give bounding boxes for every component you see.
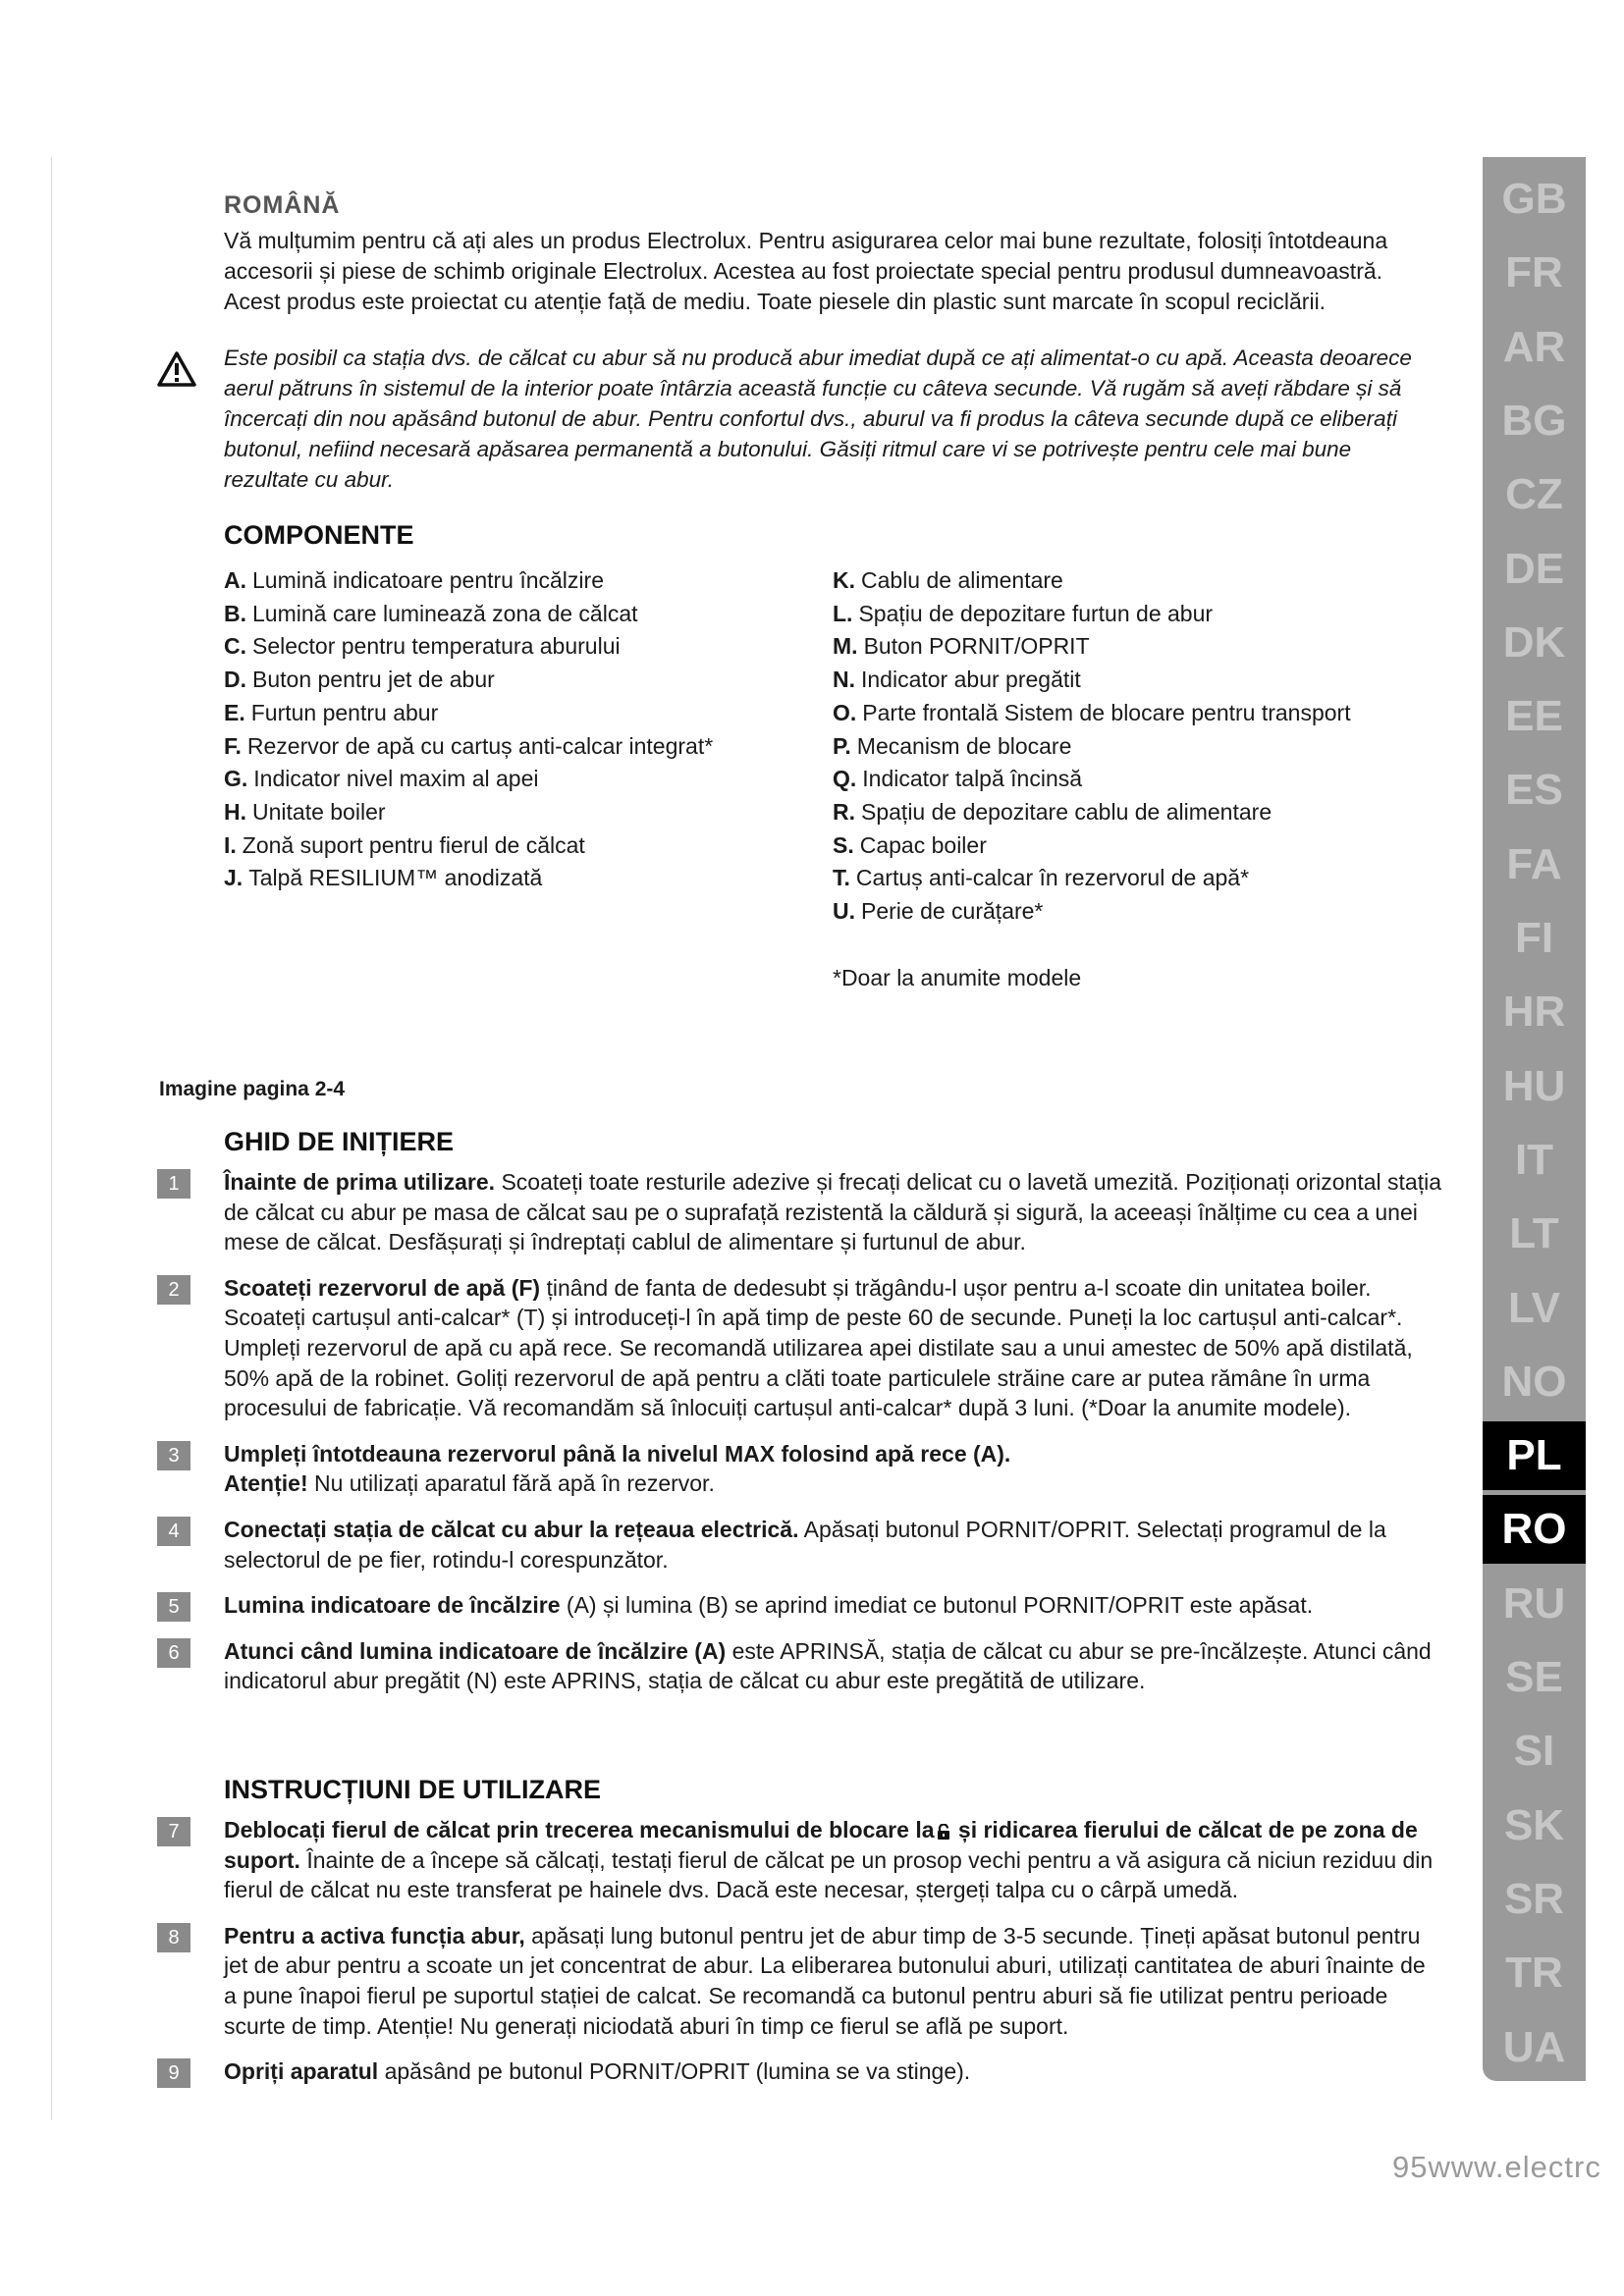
component-item — [833, 630, 1441, 664]
component-label: Capac boiler — [859, 831, 987, 858]
language-heading: ROMÂNĂ — [224, 191, 341, 219]
warning-text: Este posibil ca stația dvs. de călcat cu abur să nu producă abur imediat după ce ați alimentat-o cu apă. Aceasta deoarece aerul pătruns în sistemul de la interior poate întârzia această funcție cu câteva secunde. Vă rugăm să aveți răbdare și să încercați din nou apăsând butonul de abur. Pentru confortul dvs., aburul va fi produs la câteva secunde după ce eliberați butonul, nefiind necesară apăsarea permanentă a butonului. Găsiți ritmul care vi se potrivește pentru cele mai bune rezultate cu abur. — [224, 346, 1412, 492]
component-label: Indicator talpă încinsă — [862, 766, 1083, 792]
step-body: (A) și lumina (B) se aprind imediat ce butonul PORNIT/OPRIT este apăsat. — [560, 1592, 1314, 1619]
step-number-badge: 2 — [157, 1275, 190, 1305]
component-item — [224, 697, 833, 730]
component-letter: I. — [224, 831, 237, 858]
step-text — [224, 1273, 1441, 1423]
component-item — [224, 730, 833, 764]
component-label: Zonă suport pentru fierul de călcat — [242, 831, 585, 858]
step-body: Înainte de a începe să călcați, testați fierul de călcat pe un prosop vechi pentru a vă asigura că niciun reziduu din fierul de călcat nu este transferat pe hainele dvs. Dacă este necesar, ștergeți talpa cu o cârpă umedă. — [224, 1846, 1434, 1903]
step-bold-lead: Umpleți întotdeauna rezervorul până la nivelul MAX folosind apă rece (A). — [224, 1440, 1011, 1467]
step-item — [168, 1439, 1441, 1499]
step-body: apăsați lung butonul pentru jet de abur timp de 3-5 secunde. Țineți apăsat butonul pentru jet de abur pentru a scoate un jet concentrat de abur. La eliberarea butonului aburi, utilizați cantitatea de aburi înainte de a pune înapoi fierul pe suportul stației de calcat. Se recomandă ca butonul pentru aburi să fie utilizat pentru perioade scurte de timp. Atenție! Nu generați niciodată aburi în timp ce fierul se află pe suport. — [224, 1922, 1426, 2039]
guide-title: GHID DE INIȚIERE — [224, 1127, 455, 1156]
step-text — [224, 1167, 1441, 1257]
step-number-badge: 5 — [157, 1592, 190, 1622]
language-tab-ru[interactable]: RU — [1502, 1578, 1566, 1628]
component-letter: T. — [833, 865, 850, 891]
language-tab-se[interactable]: SE — [1505, 1653, 1563, 1701]
step-item — [168, 1921, 1441, 2041]
language-tab-it[interactable]: IT — [1514, 1135, 1554, 1184]
component-item — [224, 664, 833, 697]
language-tabs — [1483, 157, 1586, 2081]
component-item — [833, 829, 1441, 863]
step-bold-lead: Atunci când lumina indicatoare de încălzire (A) — [224, 1637, 727, 1664]
step-body: Scoateți toate resturile adezive și frecați delicat cu o lavetă umezită. Poziționați orizontal stația de călcat cu abur pe masa de călcat sau pe o suprafață rezistentă la căldură și sigură, la aceeași înălțime cu cea a unei mese de călcat. Desfășurați și îndreptați cablul de alimentare și furtunul de abur. — [224, 1169, 1442, 1255]
component-label: Parte frontală Sistem de blocare pentru transport — [862, 699, 1351, 725]
language-tab-pl[interactable]: PL — [1483, 1421, 1586, 1490]
language-tab-ee[interactable]: EE — [1505, 692, 1563, 741]
language-tab-lt[interactable]: LT — [1509, 1209, 1559, 1258]
component-letter: P. — [833, 732, 851, 759]
component-label: Spațiu de depozitare cablu de alimentare — [861, 798, 1272, 825]
page-footer: 95www.electrc — [1392, 2150, 1601, 2184]
language-tab-hu[interactable]: HU — [1502, 1061, 1566, 1110]
component-label: Furtun pentru abur — [250, 699, 439, 725]
step-text — [224, 1815, 1441, 1905]
step-bold-lead: Lumina indicatoare de încălzire — [224, 1592, 561, 1619]
language-tab-ua[interactable]: UA — [1502, 2022, 1566, 2071]
component-letter: L. — [833, 600, 853, 626]
step-item — [168, 1515, 1441, 1575]
component-item — [833, 697, 1441, 730]
step-text — [224, 1439, 1441, 1499]
component-item — [224, 796, 833, 829]
component-label: Perie de curățare* — [861, 898, 1044, 925]
unlock-icon — [937, 1824, 950, 1840]
component-item — [833, 664, 1441, 697]
warning-icon — [157, 350, 196, 388]
component-label: Indicator abur pregătit — [861, 667, 1081, 693]
step-bold-lead: Deblocați fierul de călcat prin trecerea mecanismului de blocare la — [224, 1817, 935, 1842]
component-label: Spațiu de depozitare furtun de abur — [858, 600, 1214, 626]
step-item — [168, 1167, 1442, 1257]
usage-instructions-section — [168, 1775, 1441, 2103]
component-letter: M. — [833, 633, 858, 660]
component-letter: G. — [224, 766, 248, 792]
components-note: *Doar la anumite modele — [833, 964, 1082, 990]
language-tab-de[interactable]: DE — [1503, 544, 1565, 593]
component-item — [833, 862, 1441, 895]
component-label: Mecanism de blocare — [856, 732, 1072, 759]
step-body: apăsând pe butonul PORNIT/OPRIT (lumina se va stinge). — [378, 2058, 971, 2085]
language-tab-tr[interactable]: TR — [1505, 1949, 1563, 1998]
step-body: este APRINSĂ, stația de călcat cu abur se pre-încălzește. Atunci când indicatorul abur pregătit (N) este APRINS, stația de călcat cu abur este pregătită de utilizare. — [224, 1637, 1432, 1694]
intro-paragraph: Vă mulțumim pentru că ați ales un produs Electrolux. Pentru asigurarea celor mai bune rezultate, folosiți întotdeauna accesorii și piese de schimb originale Electrolux. Acestea au fost proiectate special pentru produsul dumneavoastră. Acest produs este proiectat cu atenție față de mediu. Toate piesele din plastic sunt marcate în scopul reciclării. — [224, 228, 1388, 314]
step-attention: Atenție! — [224, 1470, 308, 1497]
component-item — [224, 862, 833, 895]
component-item — [224, 763, 833, 796]
language-tab-ro[interactable]: RO — [1483, 1495, 1586, 1564]
component-letter: F. — [224, 732, 242, 759]
step-number-badge: 7 — [157, 1817, 190, 1846]
step-item — [168, 1815, 1441, 1905]
component-item — [224, 829, 833, 863]
language-tab-fa[interactable]: FA — [1506, 839, 1562, 888]
component-label: Cartuș anti-calcar în rezervorul de apă* — [855, 865, 1250, 891]
language-tab-fi[interactable]: FI — [1514, 914, 1554, 962]
component-letter: A. — [224, 567, 246, 593]
component-item — [833, 598, 1441, 631]
main-content — [224, 191, 1441, 994]
step-number-badge: 9 — [157, 2058, 190, 2088]
step-text — [224, 2056, 1441, 2087]
component-item — [833, 730, 1441, 764]
language-tab-dk[interactable]: DK — [1502, 617, 1566, 667]
language-tab-no[interactable]: NO — [1501, 1357, 1567, 1406]
language-tab-cz[interactable]: CZ — [1505, 470, 1563, 519]
step-text — [224, 1636, 1441, 1696]
component-item — [224, 598, 833, 631]
usage-title: INSTRUCȚIUNI DE UTILIZARE — [224, 1775, 601, 1804]
component-letter: D. — [224, 667, 246, 693]
component-letter: B. — [224, 600, 246, 626]
step-number-badge: 8 — [157, 1923, 190, 1952]
step-text — [224, 1590, 1441, 1621]
components-right-column — [833, 564, 1441, 994]
component-letter: N. — [833, 667, 855, 693]
component-label: Buton PORNIT/OPRIT — [863, 633, 1090, 660]
language-tab-sk[interactable]: SK — [1503, 1800, 1565, 1849]
component-letter: E. — [224, 699, 245, 725]
step-item — [168, 2056, 1441, 2087]
warning-block — [224, 343, 1441, 495]
component-label: Unitate boiler — [252, 798, 386, 825]
language-tab-sr[interactable]: SR — [1503, 1874, 1565, 1923]
step-bold-cont: și ridicarea fierului de călcat de pe zona de suport. — [224, 1817, 1418, 1873]
components-title: COMPONENTE — [224, 520, 414, 550]
component-item — [224, 630, 833, 664]
component-letter: O. — [833, 699, 857, 725]
component-item — [833, 895, 1441, 929]
language-tab-lv[interactable]: LV — [1508, 1283, 1560, 1332]
components-left-column — [224, 564, 833, 994]
step-item — [168, 1273, 1441, 1423]
component-label: Lumină indicatoare pentru încălzire — [252, 567, 604, 593]
step-text — [224, 1921, 1441, 2041]
step-body: Nu utilizați aparatul fără apă în rezervor. — [307, 1470, 715, 1497]
step-bold-lead: Scoateți rezervorul de apă (F) — [224, 1274, 541, 1301]
step-bold-lead: Înainte de prima utilizare. — [224, 1169, 496, 1195]
component-letter: S. — [833, 831, 854, 858]
language-tab-bg[interactable]: BG — [1501, 396, 1567, 445]
language-tab-si[interactable]: SI — [1513, 1727, 1555, 1776]
step-item — [168, 1636, 1441, 1696]
component-item — [833, 796, 1441, 829]
step-number-badge: 6 — [157, 1638, 190, 1668]
language-tab-es[interactable]: ES — [1505, 766, 1563, 815]
language-tab-fr[interactable]: FR — [1505, 248, 1563, 297]
component-letter: J. — [224, 865, 244, 891]
language-tab-hr[interactable]: HR — [1502, 988, 1566, 1037]
component-letter: H. — [224, 798, 246, 825]
components-list — [224, 564, 1441, 994]
component-letter: R. — [833, 798, 855, 825]
step-body: ținând de fanta de dedesubt și trăgându-l ușor pentru a-l scoate din unitatea boiler. Scoateți cartușul anti-calcar* (T) și introduceți-l în apă timp de peste 60 de secunde. Puneți la loc cartușul anti-calcar*. Umpleți rezervorul de apă cu apă rece. Se recomandă utilizarea apei distilate sau a unui amestec de 50% apă distilată, 50% apă de la robinet. Goliți rezervorul de apă pentru a clăti toate particulele străine care ar putea rămâne în urma procesului de fabricație. Vă recomandăm să înlocuiți cartușul anti-calcar* după 3 luni. (*Doar la anumite modele). — [224, 1274, 1413, 1421]
step-bold-lead: Pentru a activa funcția abur, — [224, 1922, 525, 1949]
image-page-reference: Imagine pagina 2-4 — [159, 1078, 346, 1100]
component-item — [833, 564, 1441, 598]
component-label: Selector pentru temperatura aburului — [252, 633, 621, 660]
component-letter: U. — [833, 898, 855, 925]
step-body: Apăsați butonul PORNIT/OPRIT. Selectați programul de la selectorul de pe fier, rotindu-l corespunzător. — [224, 1516, 1386, 1573]
component-label: Lumină care luminează zona de călcat — [252, 600, 638, 626]
component-letter: K. — [833, 567, 855, 593]
component-letter: C. — [224, 633, 246, 660]
step-number-badge: 1 — [157, 1169, 190, 1199]
component-item — [833, 763, 1441, 796]
language-tab-gb[interactable]: GB — [1501, 175, 1567, 223]
language-tab-ar[interactable]: AR — [1502, 322, 1566, 371]
step-text — [224, 1515, 1441, 1575]
component-label: Buton pentru jet de abur — [252, 667, 495, 693]
component-item — [224, 564, 833, 598]
component-label: Indicator nivel maxim al apei — [253, 766, 539, 792]
step-number-badge: 4 — [157, 1517, 190, 1546]
component-label: Talpă RESILIUM™ anodizată — [248, 865, 543, 891]
step-item — [168, 1590, 1441, 1621]
left-margin-rule — [51, 157, 52, 2120]
step-bold-lead: Conectați stația de călcat cu abur la rețeaua electrică. — [224, 1516, 799, 1542]
step-number-badge: 3 — [157, 1441, 190, 1470]
component-label: Rezervor de apă cu cartuș anti-calcar integrat* — [246, 732, 714, 759]
component-label: Cablu de alimentare — [861, 567, 1063, 593]
getting-started-section — [168, 1127, 1442, 1712]
component-letter: Q. — [833, 766, 857, 792]
step-bold-lead: Opriți aparatul — [224, 2058, 379, 2085]
